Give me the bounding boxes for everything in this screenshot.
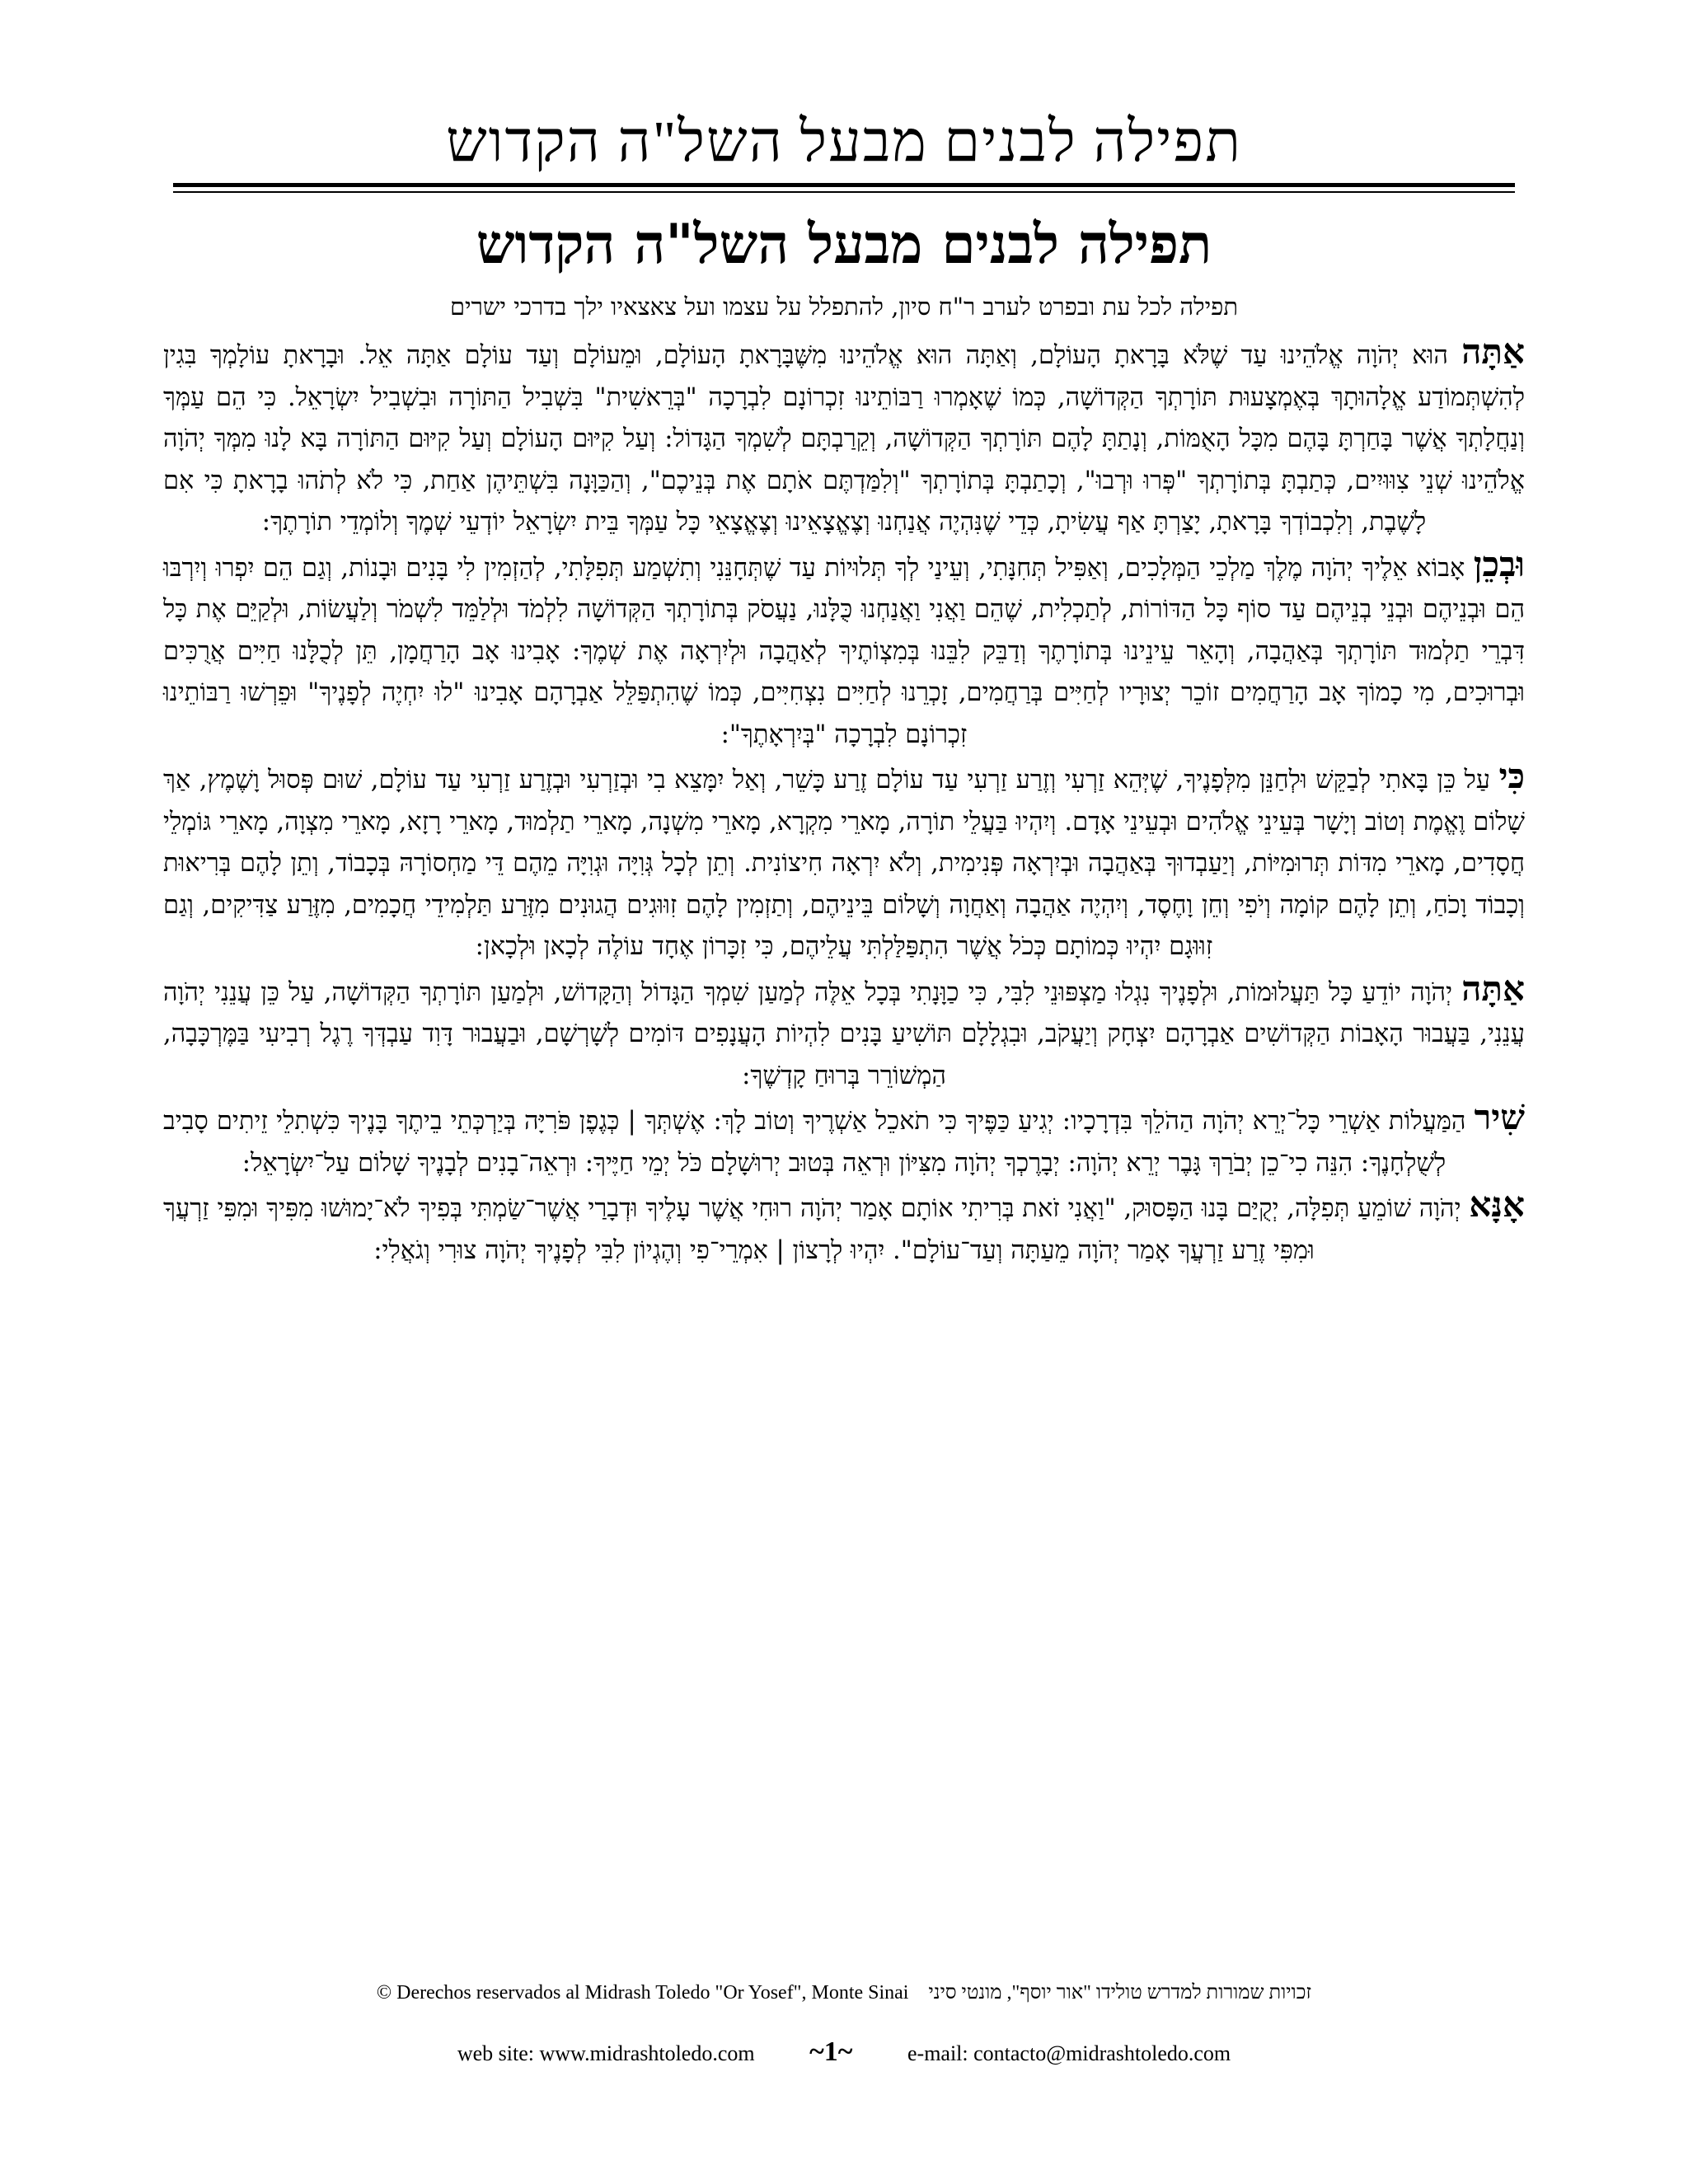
paragraph-lead-word: שִׁיר [1474,1097,1525,1137]
prayer-paragraph-1 [163,331,1525,544]
header-rule-thick [173,183,1515,187]
prayer-paragraph-4 [163,968,1525,1098]
prayer-paragraph-5 [163,1097,1525,1184]
paragraph-text: עַל כֵּן בָּאתִי לְבַקֵּשׁ וּלְחַנֵּן מִלְּפָנֶיךָ, שֶׁיְּהֵא זַרְעִי וְזֶרַע זַרְעִי עַד עוֹלָם זֶרַע כָּשֵׁר, וְאַל יִמָּצֵא בִי וּבְזַרְעִי וּבְזֶרַע זַרְעִי עַד עוֹלָם, שׁוּם פְּסוּל וָשֶׁמֶץ, אַךְ שָׁלוֹם וֶאֱמֶת וְטוֹב וְיָשָׁר בְּעֵינֵי אֱלֹהִים וּבְעֵינֵי אָדָם. וְיִהְיוּ בַּעֲלֵי תוֹרָה, מָארֵי מִקְרָא, מָארֵי מִשְׁנָה, מָארֵי תַלְמוּד, מָארֵי רָזָא, מָארֵי מִצְוָה, מָארֵי גּוֹמְלֵי חֲסָדִים, מָארֵי מִדּוֹת תְּרוּמִיּוֹת, וְיַעַבְדוּךָ בְּאַהֲבָה וּבְיִרְאָה פְּנִימִית, וְלֹא יִרְאָה חִיצוֹנִית. וְתֵן לְכָל גְּוִיָּה וּגְוִיָּה מֵהֶם דֵּי מַחְסוֹרָהּ בְּכָבוֹד, וְתֵן לָהֶם בְּרִיאוּת וְכָבוֹד וָכֹחַ, וְתֵן לָהֶם קוֹמָה וְיֹפִי וְחֵן וָחֶסֶד, וְיִהְיֶה אַהֲבָה וְאַחֲוָה וְשָׁלוֹם בֵּינֵיהֶם, וְתַזְמִין לָהֶם זִוּוּגִים הֲגוּנִים מִזֶּרַע תַּלְמִידֵי חֲכָמִים, מִזֶּרַע צַדִּיקִים, וְגַם זִוּוּגָם יִהְיוּ כְּמוֹתָם כְּכֹל אֲשֶׁר הִתְפַּלַּלְתִּי עֲלֵיהֶם, כִּי זִכָּרוֹן אֶחָד עוֹלֶה לְכָאן וּלְכָאן: [163,766,1525,961]
paragraph-text: יְהֹוָה יוֹדֵעַ כָּל תַּעֲלוּמוֹת, וּלְפָנֶיךָ נִגְלוּ מַצְפּוּנֵי לִבִּי, כִּי כַוָּנָתִי בְּכָל אֵלֶּה לְמַעַן שִׁמְךָ הַגָּדוֹל וְהַקָּדוֹשׁ, וּלְמַעַן תּוֹרָתְךָ הַקְּדוֹשָׁה, עַל כֵּן עֲנֵנִי יְהֹוָה עֲנֵנִי, בַּעֲבוּר הָאָבוֹת הַקְּדוֹשִׁים אַבְרָהָם יִצְחָק וְיַעֲקֹב, וּבִגְלָלָם תּוֹשִׁיעַ בָּנִים לִהְיוֹת הָעֲנָפִים דּוֹמִים לְשָׁרְשָׁם, וּבַעֲבוּר דָּוִד עַבְדְּךָ רֶגֶל רְבִיעִי בַּמֶּרְכָּבָה, הַמְשׁוֹרֵר בְּרוּחַ קָדְשֶׁךָ: [163,977,1525,1090]
footer-copyright [165,1978,1523,2008]
paragraph-text: יְהֹוָה שׁוֹמֵעַ תְּפִלָּה, יְקֻיַּם בָּנוּ הַפָּסוּק, "וַאֲנִי זֹאת בְּרִיתִי אוֹתָם אָמַר יְהֹוָה רוּחִי אֲשֶׁר עָלֶיךָ וּדְבָרַי אֲשֶׁר־שַׂמְתִּי בְּפִיךָ לֹא־יָמוּשׁוּ מִפִּיךָ וּמִפִּי זַרְעֲךָ וּמִפִּי זֶרַע זַרְעֲךָ אָמַר יְהֹוָה מֵעַתָּה וְעַד־עוֹלָם". יִהְיוּ לְרָצוֹן | אִמְרֵי־פִי וְהֶגְיוֹן לִבִּי לְפָנֶיךָ יְהֹוָה צוּרִי וְגֹאֲלִי: [163,1194,1461,1265]
paragraph-lead-word: כִּי [1498,756,1525,796]
footer-contact [165,2036,1523,2070]
prayer-paragraph-3 [163,756,1525,968]
paragraph-lead-word: אַתָּה [1461,331,1525,372]
header-rule-thin [173,191,1515,193]
paragraph-text: אָבוֹא אֵלֶיךָ יְהֹוָה מֶלֶךְ מַלְכֵי הַמְּלָכִים, וְאַפִּיל תְּחִנָּתִי, וְעֵינַי לְךָ תְּלוּיוֹת עַד שֶׁתְּחָנֵּנִי וְתִשְׁמַע תְּפִלָּתִי, לְהַזְמִין לִי בָּנִים וּבָנוֹת, וְגַם הֵם יִפְרוּ וְיִרְבּוּ הֵם וּבְנֵיהֶם וּבְנֵי בְנֵיהֶם עַד סוֹף כָּל הַדּוֹרוֹת, לְתַכְלִית, שֶׁהֵם וַאֲנִי וַאֲנַחְנוּ כֻּלָּנוּ, נַעֲסֹק בְּתוֹרָתְךָ הַקְּדוֹשָׁה לִלְמֹד וּלְלַמֵּד לִשְׁמֹר וְלַעֲשׂוֹת, וּלְקַיֵּם אֶת כָּל דִּבְרֵי תַלְמוּד תּוֹרָתְךָ בְּאַהֲבָה, וְהָאֵר עֵינֵינוּ בְּתוֹרָתֶךָ וְדַבֵּק לִבֵּנוּ בְּמִצְוֹתֶיךָ לְאַהֲבָה וּלְיִרְאָה אֶת שְׁמֶךָ: אָבִינוּ אָב הָרַחֲמָן, תֵּן לְכֻלָּנוּ חַיִּים אֲרֻכִּים וּבְרוּכִים, מִי כָמוֹךָ אָב הָרַחֲמִים זוֹכֵר יְצוּרָיו לְחַיִּים בְּרַחֲמִים, זָכְרֵנוּ לְחַיִּים נִצְחִיִּים, כְּמוֹ שֶׁהִתְפַּלֵּל אַבְרָהָם אָבִינוּ "לוּ יִחְיֶה לְפָנֶיךָ" וּפֵרְשׁוּ רַבּוֹתֵינוּ זִכְרוֹנָם לִבְרָכָה "בְּיִרְאָתֶךָ": [163,553,1525,749]
paragraph-text: הוּא יְהֹוָה אֱלֹהֵינוּ עַד שֶׁלֹּא בָּרָאתָ הָעוֹלָם, וְאַתָּה הוּא אֱלֹהֵינוּ מִשֶּׁבָּרָאתָ הָעוֹלָם, וּמֵעוֹלָם וְעַד עוֹלָם אַתָּה אֵל. וּבָרָאתָ עוֹלָמְךָ בִּגִין לְהִשְׁתְּמוֹדַע אֱלָהוּתָךְ בְּאֶמְצָעוּת תּוֹרָתְךָ הַקְּדוֹשָׁה, כְּמוֹ שֶׁאָמְרוּ רַבּוֹתֵינוּ זִכְרוֹנָם לִבְרָכָה "בְּרֵאשִׁית" בִּשְׁבִיל הַתּוֹרָה וּבִשְׁבִיל יִשְׂרָאֵל. כִּי הֵם עַמְּךָ וְנַחֲלָתְךָ אֲשֶׁר בָּחַרְתָּ בָּהֶם מִכָּל הָאֻמּוֹת, וְנָתַתָּ לָהֶם תּוֹרָתְךָ הַקְּדוֹשָׁה, וְקֵרַבְתָּם לְשִׁמְךָ הַגָּדוֹל: וְעַל קִיּוּם הָעוֹלָם וְעַל קִיּוּם הַתּוֹרָה בָּא לָנוּ מִמְּךָ יְהֹוָה אֱלֹהֵינוּ שְׁנֵי צִוּוּיִים, כְּתַבְתָּ בְּתוֹרָתְךָ "פְּרוּ וּרְבוּ", וְכָתַבְתָּ בְּתוֹרָתְךָ "וְלִמַּדְתֶּם אֹתָם אֶת בְּנֵיכֶם", וְהַכַּוָּנָה בִּשְׁתֵּיהֶן אַחַת, כִּי לֹא לְתֹהוּ בָרָאתָ כִּי אִם לָשֶׁבֶת, וְלִכְבוֹדְךָ בָּרָאתָ, יָצַרְתָּ אַף עֲשִׂיתָ, כְּדֵי שֶׁנִּהְיֶה אֲנַחְנוּ וְצֶאֱצָאֵינוּ וְצֶאֱצָאֵי כָּל עַמְּךָ בֵּית יִשְׂרָאֵל יוֹדְעֵי שְׁמֶךָ וְלוֹמְדֵי תוֹרָתֶךָ: [163,341,1525,537]
prayer-title: תפילה לבנים מבעל השל"ה הקדוש [476,212,1212,276]
paragraph-lead-word: אַתָּה [1461,968,1525,1009]
copyright-hebrew: זכויות שמורות למדרש טולידו "אור יוסף", מונטי סיני [928,1982,1312,2004]
paragraph-lead-word: אָנָּא [1469,1184,1525,1225]
paragraph-lead-word: וּבְכֵן [1473,543,1525,584]
prayer-paragraph-2 [163,544,1525,757]
paragraph-text: הַמַּעֲלוֹת אַשְׁרֵי כָּל־יְרֵא יְהֹוָה הַהֹלֵךְ בִּדְרָכָיו: יְגִיעַ כַּפֶּיךָ כִּי תֹאכֵל אַשְׁרֶיךָ וְטוֹב לָךְ: אֶשְׁתְּךָ | כְּגֶפֶן פֹּרִיָּה בְּיַרְכְּתֵי בֵיתֶךָ בָּנֶיךָ כִּשְׁתִלֵי זֵיתִים סָבִיב לְשֻׁלְחָנֶךָ: הִנֵּה כִי־כֵן יְבֹרַךְ גָּבֶר יְרֵא יְהֹוָה: יְבָרֶכְךָ יְהֹוָה מִצִּיּוֹן וּרְאֵה בְּטוּב יְרוּשָׁלָם כֹּל יְמֵי חַיֶּיךָ: וּרְאֵה־בָנִים לְבָנֶיךָ שָׁלוֹם עַל־יִשְׂרָאֵל: [163,1107,1466,1178]
prayer-paragraph-6 [163,1184,1525,1272]
prayer-subtitle: תפילה לכל עת ובפרט לערב ר"ח סיון, להתפלל על עצמו ועל צאצאיו ילך בדרכי ישרים [449,293,1239,321]
running-header-title: תפילה לבנים מבעל השל"ה הקדוש [446,110,1242,174]
footer-website: web site: www.midrashtoledo.com [457,2041,755,2065]
page-number: ~1~ [809,2036,853,2067]
copyright-spanish: © Derechos reservados al Midrash Toledo "Or Yosef", Monte Sinai [376,1982,909,2004]
footer-email: e-mail: contacto@midrashtoledo.com [907,2041,1231,2065]
prayer-body [163,331,1525,1272]
